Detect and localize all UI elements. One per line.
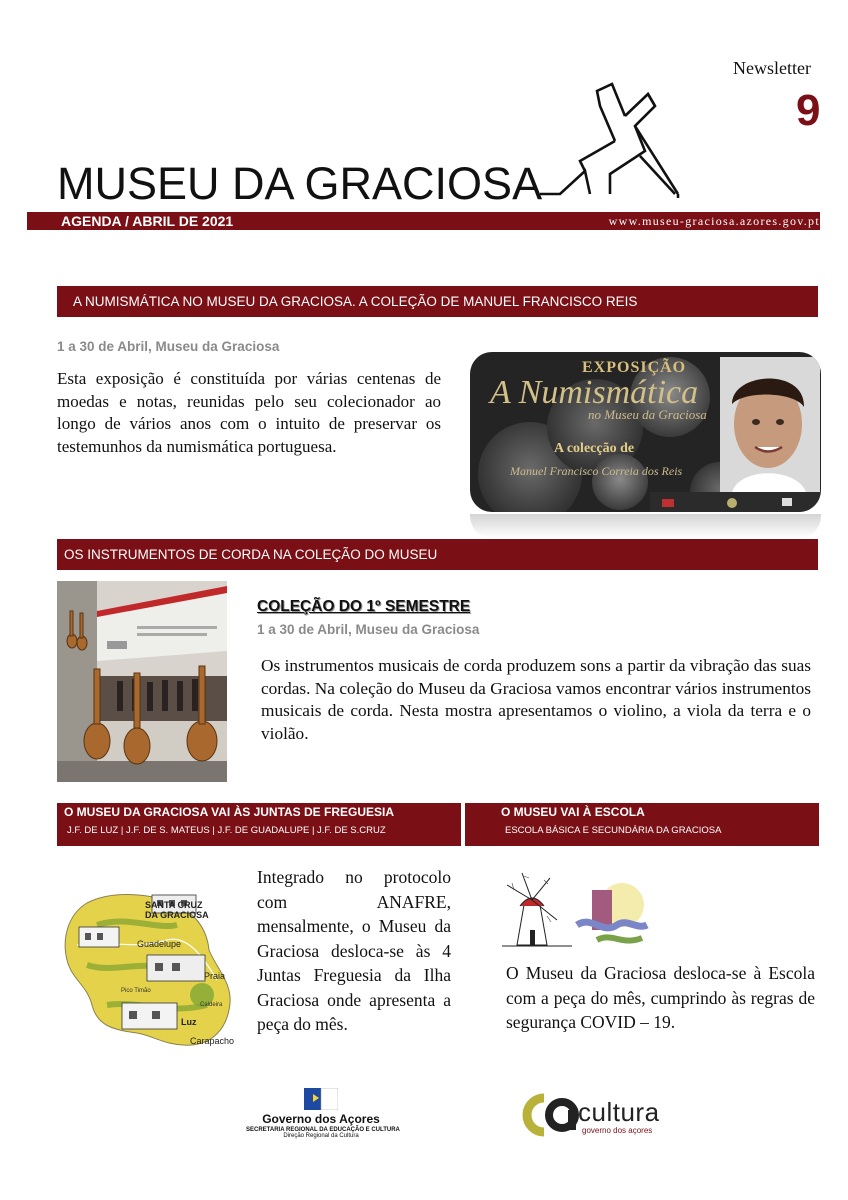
cultura-subtitle: governo dos açores	[582, 1126, 653, 1135]
map-carapacho: Carapacho	[190, 1036, 235, 1046]
map-caldeira: Caldeira	[200, 1002, 223, 1008]
governo-secretaria: SECRETARIA REGIONAL DA EDUCAÇÃO E CULTURA	[246, 1127, 400, 1133]
map-da-graciosa: DA GRACIOSA	[145, 910, 209, 920]
issue-number: 9	[796, 86, 821, 135]
escola-bar	[465, 803, 819, 846]
instrumentos-date: 1 a 30 de Abril, Museu da Graciosa	[257, 622, 480, 637]
poster-subtitle: no Museu da Graciosa	[588, 407, 707, 422]
juntas-body: Integrado no protocolo com ANAFRE, mensalmente, o Museu da Graciosa desloca-se às 4 Juntas Freguesia da Ilha Graciosa onde apresenta a peça do mês.	[257, 867, 451, 1034]
poster-collector: Manuel Francisco Correia dos Reis	[510, 464, 683, 478]
cultura-c-icon	[522, 1092, 582, 1138]
escola-body: O Museu da Graciosa desloca-se à Escola com a peça do mês, cumprindo às regras de segurança COVID – 19.	[506, 963, 815, 1032]
section-numismatica-title: A NUMISMÁTICA NO MUSEU DA GRACIOSA. A COLEÇÃO DE MANUEL FRANCISCO REIS	[57, 286, 818, 317]
semester-collection-title: COLEÇÃO DO 1º SEMESTRE	[257, 598, 471, 615]
agenda-bar	[27, 212, 820, 230]
numismatica-body: Esta exposição é constituída por várias centenas de moedas e notas, reunidas pelo seu colecionador ao longo de vários anos com o intuito de preservar os testemunhos da numismática portuguesa.	[57, 369, 441, 456]
numismatica-date: 1 a 30 de Abril, Museu da Graciosa	[57, 339, 280, 354]
juntas-parishes: J.F. DE LUZ | J.F. DE S. MATEUS | J.F. DE GUADALUPE | J.F. DE S.CRUZ	[67, 825, 386, 836]
map-luz: Luz	[181, 1017, 197, 1027]
graciosa-island-map	[57, 885, 237, 1050]
exhibition-poster	[470, 352, 821, 512]
escola-title: O MUSEU VAI À ESCOLA	[501, 805, 645, 819]
newsletter-label: Newsletter	[733, 58, 811, 78]
governo-direcao: Direção Regional da Cultura	[283, 1133, 359, 1139]
museum-title: MUSEU DA GRACIOSA	[57, 158, 543, 209]
governo-acores-logo	[246, 1088, 400, 1139]
windmill-logo-icon	[540, 76, 690, 206]
cultura-word: cultura	[578, 1097, 660, 1127]
escola-school: ESCOLA BÁSICA E SECUNDÁRIA DA GRACIOSA	[505, 825, 722, 836]
map-pico-timao: Pico Timão	[121, 988, 151, 994]
colorful-windmill-icon	[502, 870, 652, 950]
poster-collection-of: A colecção de	[554, 441, 635, 456]
instrumentos-body: Os instrumentos musicais de corda produzem sons a partir da vibração das suas cordas. Na coleção do Museu da Graciosa vamos encontrar vários instrumentos musicais de corda. Nesta mostra apresentamos o violino, a viola da terra e o violão.	[261, 656, 811, 743]
juntas-title: O MUSEU DA GRACIOSA VAI ÀS JUNTAS DE FREGUESIA	[64, 805, 395, 819]
poster-reflection	[470, 514, 821, 538]
acores-flag-icon	[304, 1088, 338, 1110]
section-instrumentos-title: OS INSTRUMENTOS DE CORDA NA COLEÇÃO DO MUSEU	[57, 539, 818, 570]
agenda-label: AGENDA / ABRIL DE 2021	[61, 213, 234, 229]
map-guadelupe: Guadelupe	[137, 939, 182, 949]
juntas-bar	[57, 803, 461, 846]
poster-exposicao: EXPOSIÇÃO	[582, 359, 687, 376]
poster-title: A Numismática	[490, 374, 699, 411]
map-santa-cruz: SANTA CRUZ	[145, 900, 203, 910]
map-praia: Praia	[204, 971, 226, 981]
website-link[interactable]: www.museu-graciosa.azores.gov.pt	[608, 214, 820, 228]
guitar-exhibit-photo	[57, 581, 227, 782]
governo-name: Governo dos Açores	[262, 1112, 380, 1126]
